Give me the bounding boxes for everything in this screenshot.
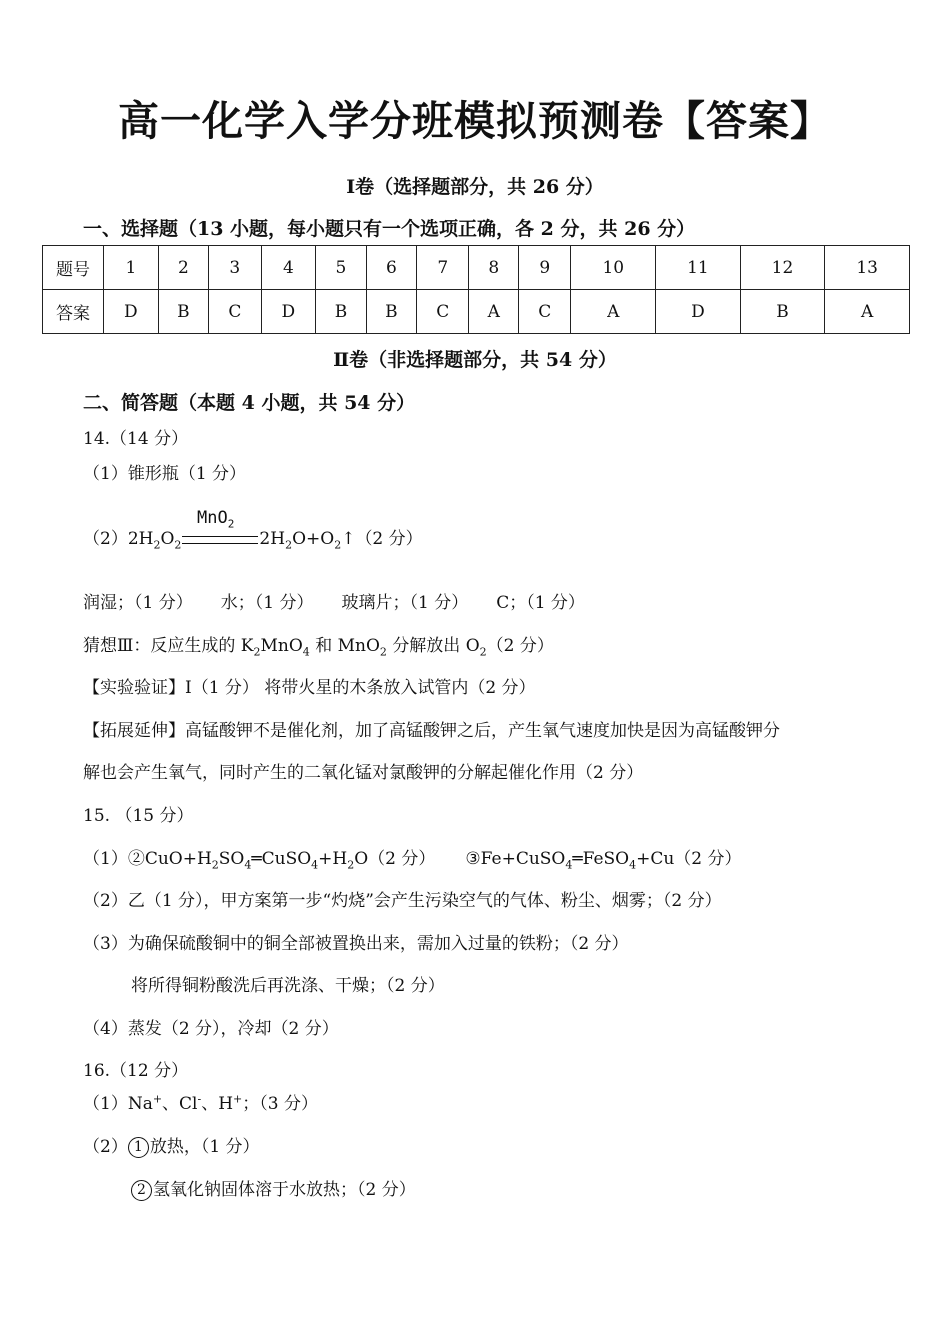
q14-answer-2: $(2)2H_2O_2$ $2H_2O+O_2↑(2$ 分） bbox=[83, 529, 423, 552]
table-cell-answer: D bbox=[656, 290, 741, 334]
table-cell-number: 6 bbox=[366, 246, 416, 290]
table-cell-answer: D bbox=[104, 290, 159, 334]
table-cell-number: 5 bbox=[316, 246, 366, 290]
q14-header: 14.（14 分） bbox=[83, 429, 189, 449]
row-label-number: 题号 bbox=[43, 246, 104, 290]
q14-answer-1: （1）锥形瓶（1 分） bbox=[83, 464, 247, 484]
table-cell-number: 9 bbox=[519, 246, 571, 290]
q15-answer-3: （3）为确保硫酸铜中的铜全部被置换出来，需加入过量的铁粉；（2 分） bbox=[83, 934, 629, 954]
table-cell-answer: C bbox=[417, 290, 469, 334]
table-cell-answer: B bbox=[158, 290, 208, 334]
q14-extend-line1: 【拓展延伸】高锰酸钾不是催化剂，加了高锰酸钾之后，产生氧气速度加快是因为高锰酸钾分 bbox=[83, 721, 780, 741]
table-cell-number: 4 bbox=[261, 246, 316, 290]
q16-answer-1: （1）Na+、Cl-、H+；（3 分） bbox=[83, 1092, 318, 1114]
row-label-answer: 答案 bbox=[43, 290, 104, 334]
table-cell-answer: A bbox=[825, 290, 910, 334]
table-cell-number: 11 bbox=[656, 246, 741, 290]
table-row-numbers bbox=[43, 246, 910, 290]
table-cell-number: 3 bbox=[209, 246, 261, 290]
table-cell-number: 13 bbox=[825, 246, 910, 290]
q14-guess: 猜想Ⅲ：反应生成的 $K_2MnO_4$ 和 MnO$_2$ 分解放出 $O_2(2$ 分） bbox=[83, 636, 554, 659]
table-cell-number: 8 bbox=[469, 246, 519, 290]
circled-number-2: 2 bbox=[131, 1180, 152, 1201]
table-cell-number: 1 bbox=[104, 246, 159, 290]
table-cell-answer: B bbox=[366, 290, 416, 334]
table-cell-answer: A bbox=[469, 290, 519, 334]
q15-answer-4: （4）蒸发（2 分），冷却（2 分） bbox=[83, 1019, 339, 1039]
q15-header: 15. （15 分） bbox=[83, 806, 194, 826]
q16-answer-2: （2） 1 放热，（1 分） bbox=[83, 1137, 260, 1157]
q16-header: 16.（12 分） bbox=[83, 1061, 189, 1081]
table-cell-number: 2 bbox=[158, 246, 208, 290]
catalyst-label: MnO$_2$ bbox=[197, 508, 235, 531]
part2-heading: Ⅱ卷（非选择题部分，共 54 分） bbox=[333, 349, 617, 371]
section1-heading: 一、选择题（13 小题，每小题只有一个选项正确，各 2 分，共 26 分） bbox=[83, 218, 696, 240]
equals-sign bbox=[182, 536, 258, 544]
table-cell-answer: A bbox=[571, 290, 656, 334]
table-cell-number: 10 bbox=[571, 246, 656, 290]
table-cell-number: 12 bbox=[740, 246, 825, 290]
q14-answer-3: 润湿；（1 分） 水；（1 分） 玻璃片；（1 分） C；（1 分） bbox=[83, 593, 585, 613]
table-row-answers bbox=[43, 290, 910, 334]
part1-heading: Ⅰ卷（选择题部分，共 26 分） bbox=[346, 176, 604, 198]
q15-answer-3-cont: 将所得铜粉酸洗后再洗涤、干燥；（2 分） bbox=[131, 976, 445, 996]
q14-verify: 【实验验证】Ⅰ（1 分） 将带火星的木条放入试管内（2 分） bbox=[83, 678, 536, 698]
table-cell-answer: B bbox=[316, 290, 366, 334]
q15-answer-2: （2）乙（1 分），甲方案第一步“灼烧”会产生污染空气的气体、粉尘、烟雾；（2 分） bbox=[83, 891, 722, 911]
table-cell-answer: B bbox=[740, 290, 825, 334]
page-title: 高一化学入学分班模拟预测卷【答案】 bbox=[118, 97, 832, 145]
section2-heading: 二、简答题（本题 4 小题，共 54 分） bbox=[83, 392, 416, 414]
q16-answer-2-cont: 2 氢氧化钠固体溶于水放热；（2 分） bbox=[131, 1175, 416, 1201]
answer-table bbox=[42, 245, 910, 334]
q14-equation bbox=[83, 508, 503, 568]
table-cell-answer: D bbox=[261, 290, 316, 334]
table-cell-number: 7 bbox=[417, 246, 469, 290]
table-cell-answer: C bbox=[209, 290, 261, 334]
q15-answer-1: $(1)②CuO+H_2SO_4═CuSO_4+H_2O(2$ 分） ③Fe+CuSO$_4$═FeSO$_4$+Cu（2 分） bbox=[83, 849, 742, 872]
table-cell-answer: C bbox=[519, 290, 571, 334]
q14-extend-line2: 解也会产生氧气，同时产生的二氧化锰对氯酸钾的分解起催化作用（2 分） bbox=[83, 763, 644, 783]
circled-number-1: 1 bbox=[128, 1137, 149, 1158]
